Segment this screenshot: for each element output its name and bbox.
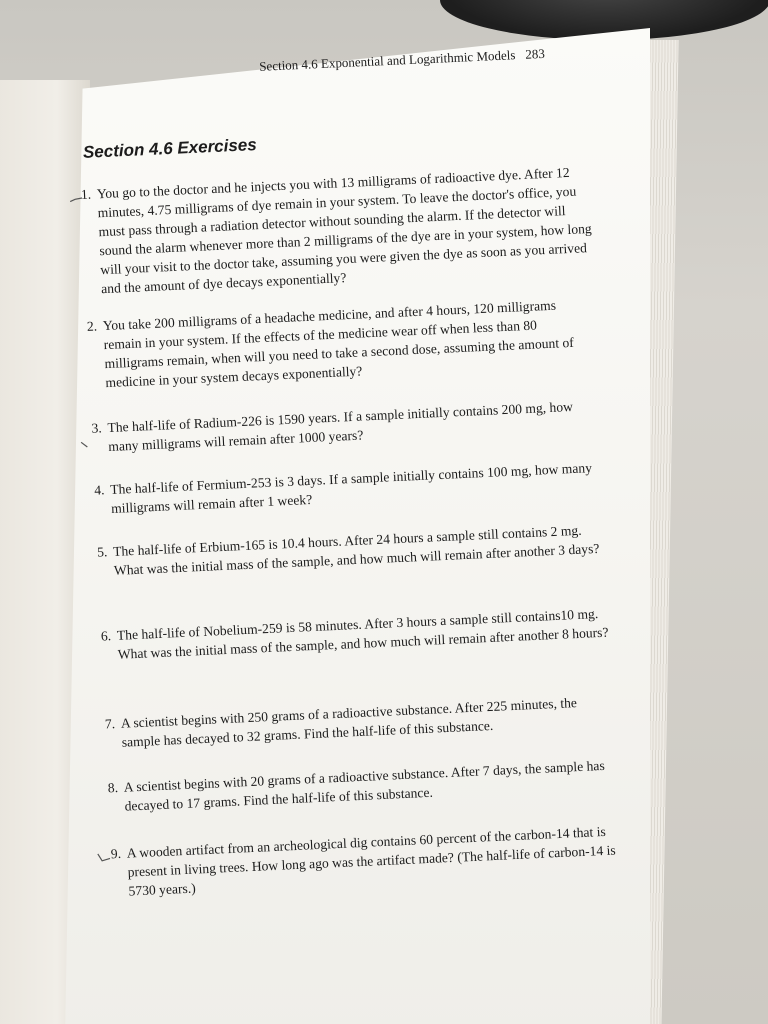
exercise-item — [101, 603, 612, 664]
exercise-text: The half-life of Erbium-165 is 10.4 hours. After 24 hours a sample still contains 2 mg. What was the initial mass of the sample, and how much will remain after another 3 days? — [112, 522, 600, 578]
exercise-number: 5. — [96, 544, 108, 560]
running-header — [259, 44, 589, 75]
exercise-number: 1. — [80, 186, 92, 203]
running-title: Section 4.6 Exponential and Logarithmic Models — [258, 47, 516, 74]
exercise-item — [110, 821, 622, 901]
exercise-number: 2. — [86, 318, 98, 334]
exercise-item — [86, 294, 599, 393]
exercise-number: 3. — [91, 420, 103, 436]
exercise-text: A wooden artifact from an archeological dig contains 60 percent of the carbon-14 that is present in living trees. How long ago was the artifact made? (The half-life of carbon-14 is 5730 years.) — [126, 823, 616, 899]
exercise-text: You take 200 milligrams of a headache medicine, and after 4 hours, 120 milligrams remain in your system. If the effects of the medicine wear off when less than 80 milligrams remain, when will you need to take a second dose, assuming the amount of medicine in your system decays exponentially? — [102, 297, 575, 391]
exercise-item — [97, 520, 608, 581]
exercise-item — [104, 691, 615, 752]
section-title: Section 4.6 Exercises — [82, 135, 258, 162]
exercise-number: 6. — [100, 628, 112, 644]
exercise-number: 4. — [93, 482, 105, 498]
exercise-text: A scientist begins with 250 grams of a radioactive substance. After 225 minutes, the sample has decayed to 32 grams. Find the half-life of this substance. — [120, 695, 578, 750]
exercise-text: The half-life of Fermium-253 is 3 days. If a sample initially contains 100 mg, how many milligrams will remain after 1 week? — [109, 460, 593, 516]
pencil-check-mark-icon — [97, 852, 111, 863]
exercise-number: 7. — [104, 716, 116, 732]
exercise-text: The half-life of Radium-226 is 1590 years. If a sample initially contains 200 mg, how many milligrams will remain after 1000 years? — [107, 398, 574, 455]
page-number: 283 — [524, 45, 546, 62]
exercise-number: 8. — [107, 779, 119, 796]
exercise-item — [94, 458, 605, 519]
exercise-number: 9. — [110, 845, 122, 862]
exercise-item — [80, 162, 595, 299]
exercise-text: You go to the doctor and he injects you with 13 milligrams of radioactive dye. After 12 minutes, 4.75 milligrams of dye remain in your system. To leave the doctor's office, you must pass through a radiation detector without sounding the alarm. If the detector will sound the alarm whenever more than 2 milligrams of the dye are in your system, how long will your visit to the doctor take, assuming you were given the dye as soon as you arrived and the amount of dye decays exponentially? — [96, 164, 592, 297]
exercise-item — [91, 396, 602, 457]
exercise-item — [107, 755, 618, 816]
exercise-text: A scientist begins with 20 grams of a radioactive substance. After 7 days, the sample has decayed to 17 grams. Find the half-life of this substance. — [123, 757, 606, 814]
exercise-text: The half-life of Nobelium-259 is 58 minutes. After 3 hours a sample still contains10 mg. What was the initial mass of the sample, and how much will remain after another 8 hours? — [116, 606, 609, 662]
